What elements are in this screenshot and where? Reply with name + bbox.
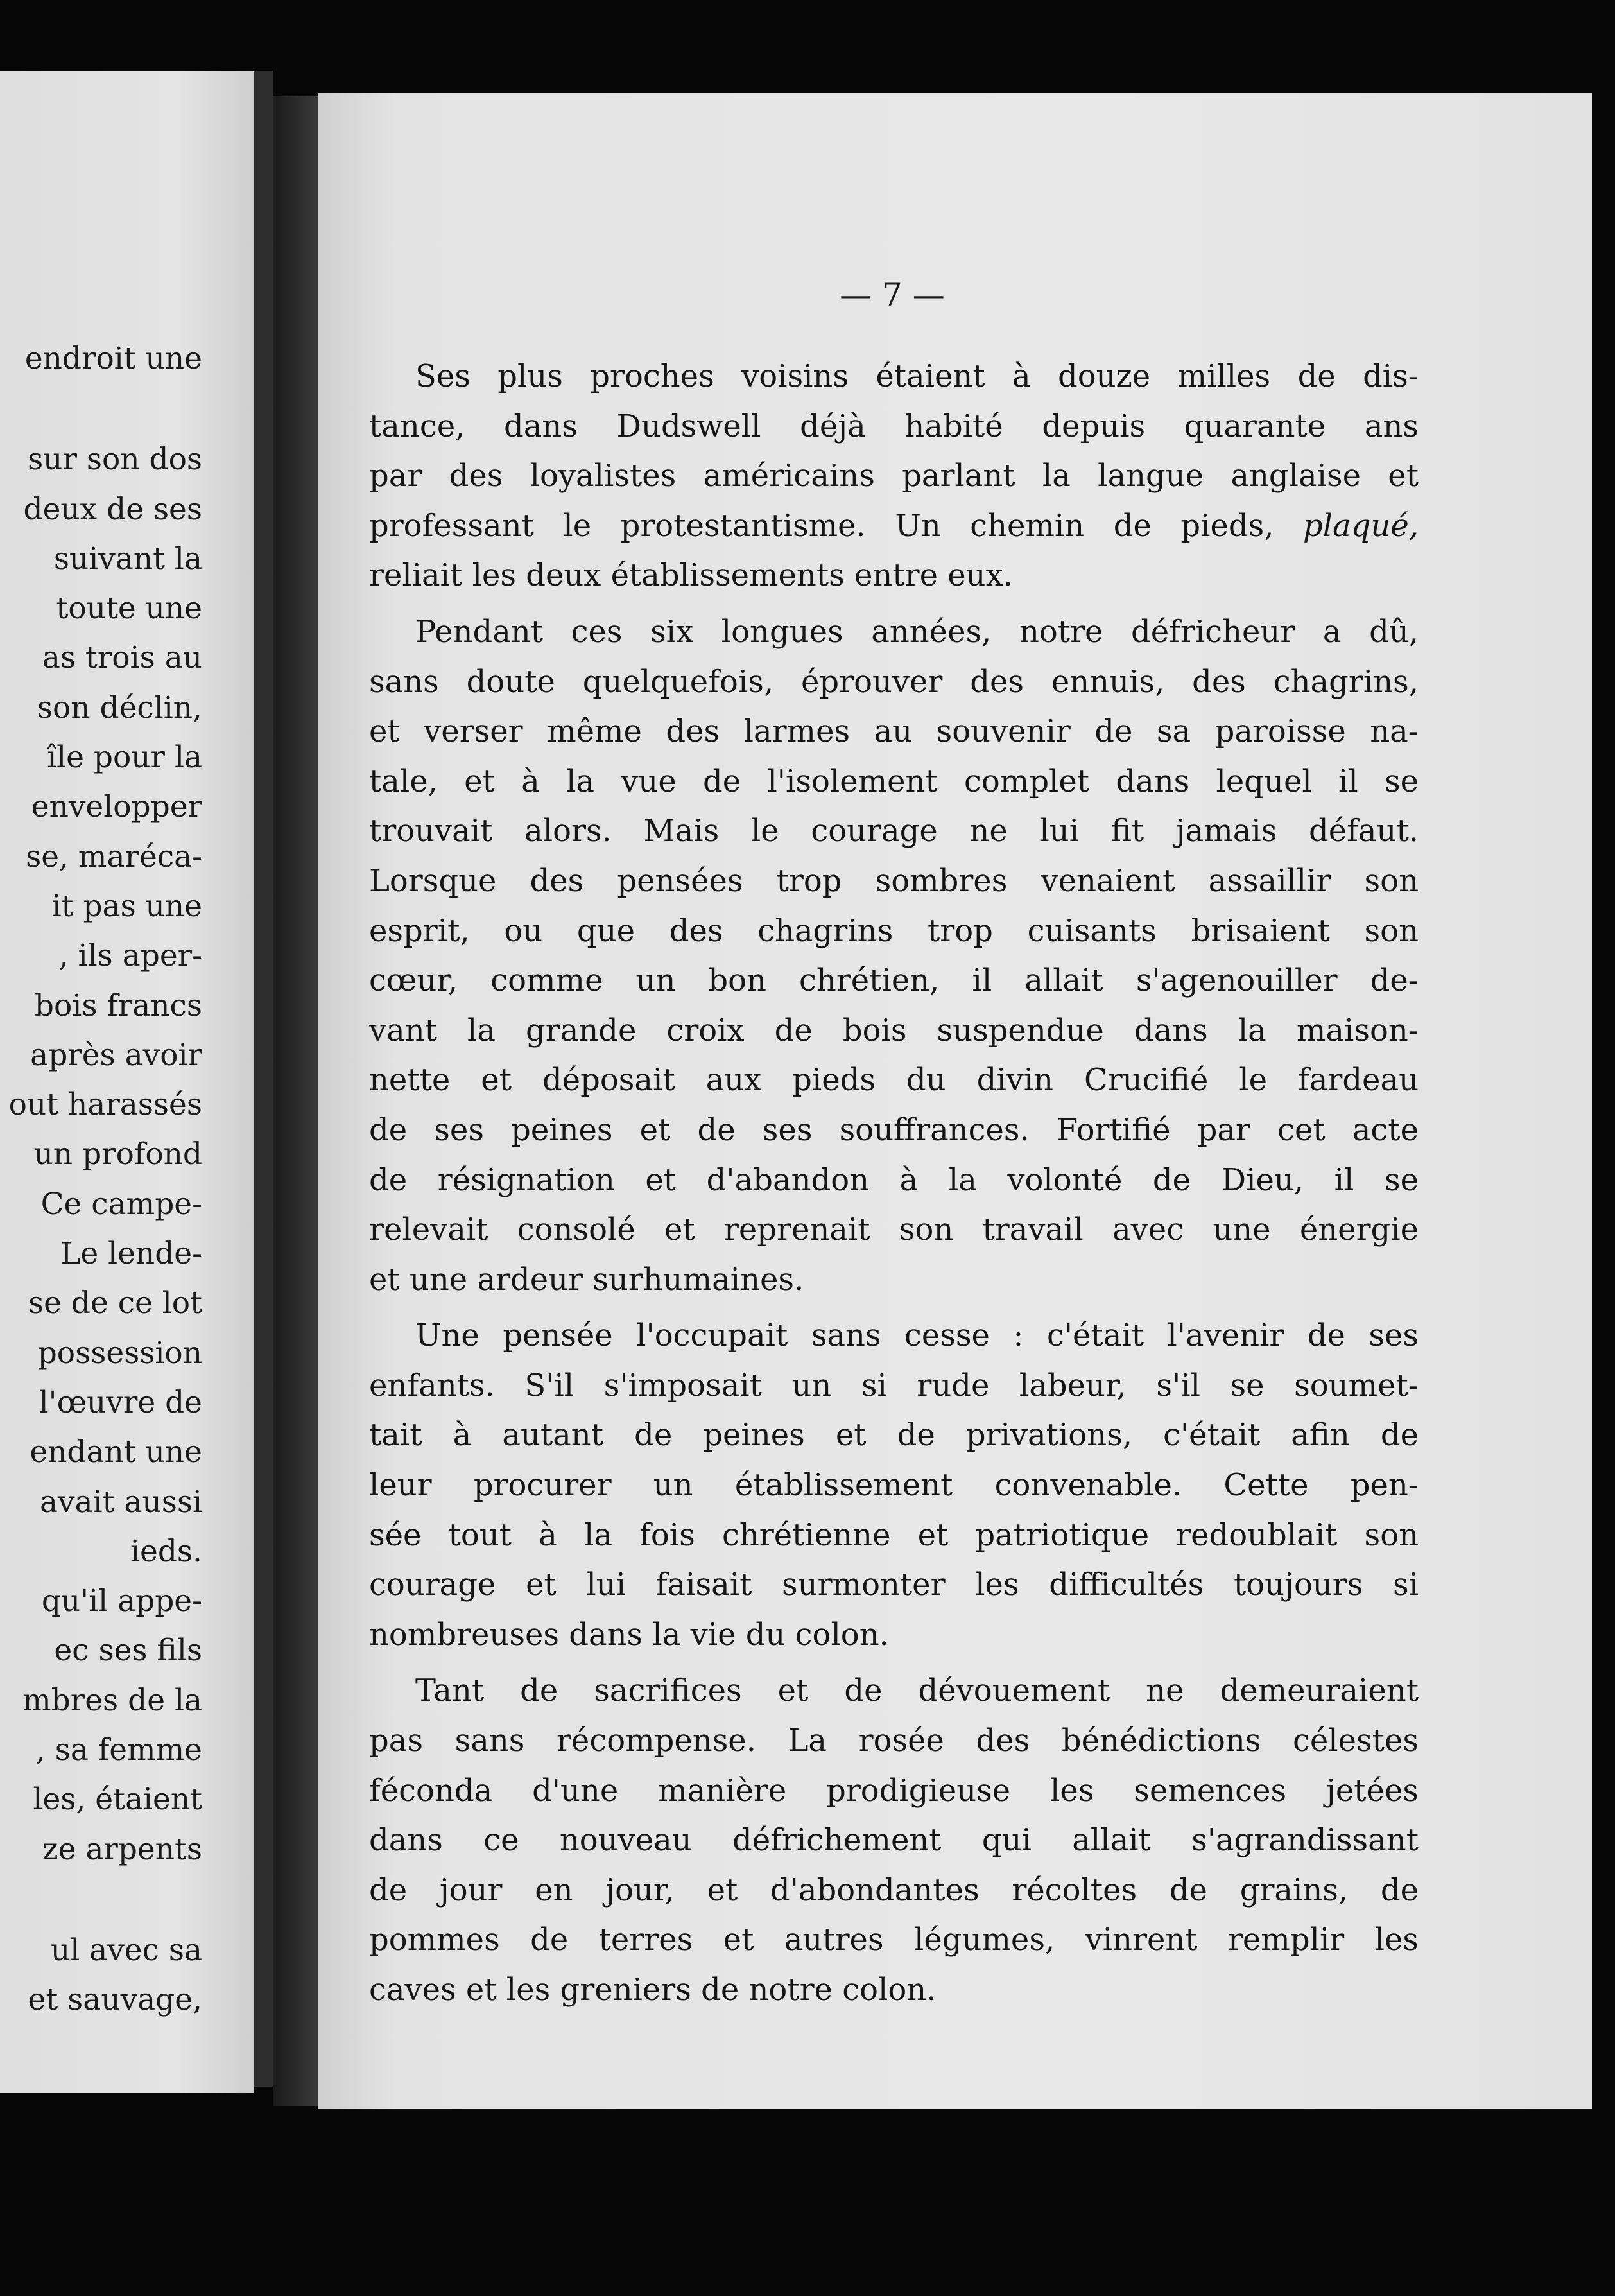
text-line: nette et déposait aux pieds du divin Crucifié le fardeau [369,1062,1419,1099]
text-line: Tant de sacrifices et de dévouement ne demeuraient [415,1673,1419,1709]
text-line: nombreuses dans la vie du colon. [369,1616,889,1653]
text-line: Une pensée l'occupait sans cesse : c'était l'avenir de ses [415,1318,1419,1354]
text-line: tale, et à la vue de l'isolement complet dans lequel il se [369,763,1419,799]
page-number: — 7 — [840,276,945,313]
left-page-line: Ce campe- [40,1186,202,1222]
text-line: reliait les deux établissements entre eux. [369,557,1013,594]
left-page-line: l'œuvre de [39,1384,202,1420]
text-line: de ses peines et de ses souffrances. Fortifié par cet acte [369,1111,1419,1148]
left-page-text [9,334,202,2025]
text-line: tait à autant de peines et de privations, c'était afin de [369,1417,1419,1454]
left-page-line: ec ses fils [54,1633,202,1669]
text-line: relevait consolé et reprenait son travail avec une énergie [369,1212,1419,1248]
left-page-line: mbres de la [22,1682,202,1718]
left-page-line: envelopper [31,789,202,825]
left-page-line: île pour la [47,740,202,776]
text-line-with-italic [369,501,1419,552]
left-page-line: toute une [56,591,202,627]
page-gutter [254,71,273,2087]
left-page-line: avait aussi [39,1484,202,1520]
left-page-line: ieds. [130,1533,202,1569]
left-page-line: se, maréca- [26,839,202,874]
text-line: et une ardeur surhumaines. [369,1261,804,1298]
text-line: pommes de terres et autres légumes, vinrent remplir les [369,1922,1419,1958]
left-page-line: out harassés [8,1087,202,1123]
left-page-line: suivant la [53,541,202,577]
text-line: enfants. S'il s'imposait un si rude labeur, s'il se soumet- [369,1367,1419,1404]
left-page-line: sur son dos [28,442,202,478]
left-page-line: , sa femme [35,1732,202,1768]
text-line: caves et les greniers de notre colon. [369,1972,937,2008]
left-page-line: as trois au [42,640,202,676]
left-page-line: endant une [30,1434,202,1470]
left-page-line [9,1874,202,1926]
book-spine-shadow [273,96,318,2106]
body-text [369,352,1419,2015]
text-line: pas sans récompense. La rosée des bénédictions célestes [369,1723,1419,1759]
left-page-line: , ils aper- [58,938,202,974]
text-line: féconda d'une manière prodigieuse les semences jetées [369,1772,1419,1809]
left-page-line: Le lende- [60,1236,202,1272]
left-page-line: endroit une [24,341,202,376]
text-span: professant le protestantisme. Un chemin de pieds, [369,507,1274,544]
left-page-line: ze arpents [42,1831,202,1867]
text-line: trouvait alors. Mais le courage ne lui fit jamais défaut. [369,813,1419,849]
left-page-line: deux de ses [23,491,202,527]
text-line: courage et lui faisait surmonter les difficultés toujours si [369,1567,1419,1603]
left-page-line: se de ce lot [28,1285,202,1321]
text-line: de résignation et d'abandon à la volonté de Dieu, il se [369,1161,1419,1198]
text-line: et verser même des larmes au souvenir de sa paroisse na- [369,713,1419,750]
text-line: Lorsque des pensées trop sombres venaient assaillir son [369,862,1419,899]
text-line: sée tout à la fois chrétienne et patriotique redoublait son [369,1517,1419,1553]
text-line: par des loyalistes américains parlant la langue anglaise et [369,458,1419,494]
left-page-line: possession [37,1335,202,1371]
left-page-line: son déclin, [37,690,202,726]
left-page-line: un profond [33,1136,202,1172]
left-page-line: ul avec sa [50,1932,202,1968]
left-page-line: après avoir [30,1037,202,1073]
text-line: vant la grande croix de bois suspendue dans la maison- [369,1012,1419,1048]
left-page-line: bois francs [34,987,202,1023]
text-line: tance, dans Dudswell déjà habité depuis quarante ans [369,408,1419,444]
left-page-line: les, étaient [33,1782,202,1818]
left-page-line: it pas une [51,888,202,924]
text-line: de jour en jour, et d'abondantes récoltes de grains, de [369,1872,1419,1908]
text-line: esprit, ou que des chagrins trop cuisants brisaient son [369,912,1419,949]
left-page-line [9,383,202,435]
text-line: dans ce nouveau défrichement qui allait s'agrandissant [369,1822,1419,1859]
text-line: Pendant ces six longues années, notre défricheur a dû, [415,613,1419,650]
left-facing-page [0,71,254,2093]
text-line: Ses plus proches voisins étaient à douze milles de dis- [415,358,1419,394]
left-page-line: et sauvage, [28,1982,202,2018]
text-line: cœur, comme un bon chrétien, il allait s'agenouiller de- [369,962,1419,999]
left-page-line: qu'il appe- [41,1583,202,1619]
text-line: sans doute quelquefois, éprouver des ennuis, des chagrins, [369,663,1419,700]
italic-word: plaqué, [1303,507,1419,544]
text-line: leur procurer un établissement convenable. Cette pen- [369,1467,1419,1504]
